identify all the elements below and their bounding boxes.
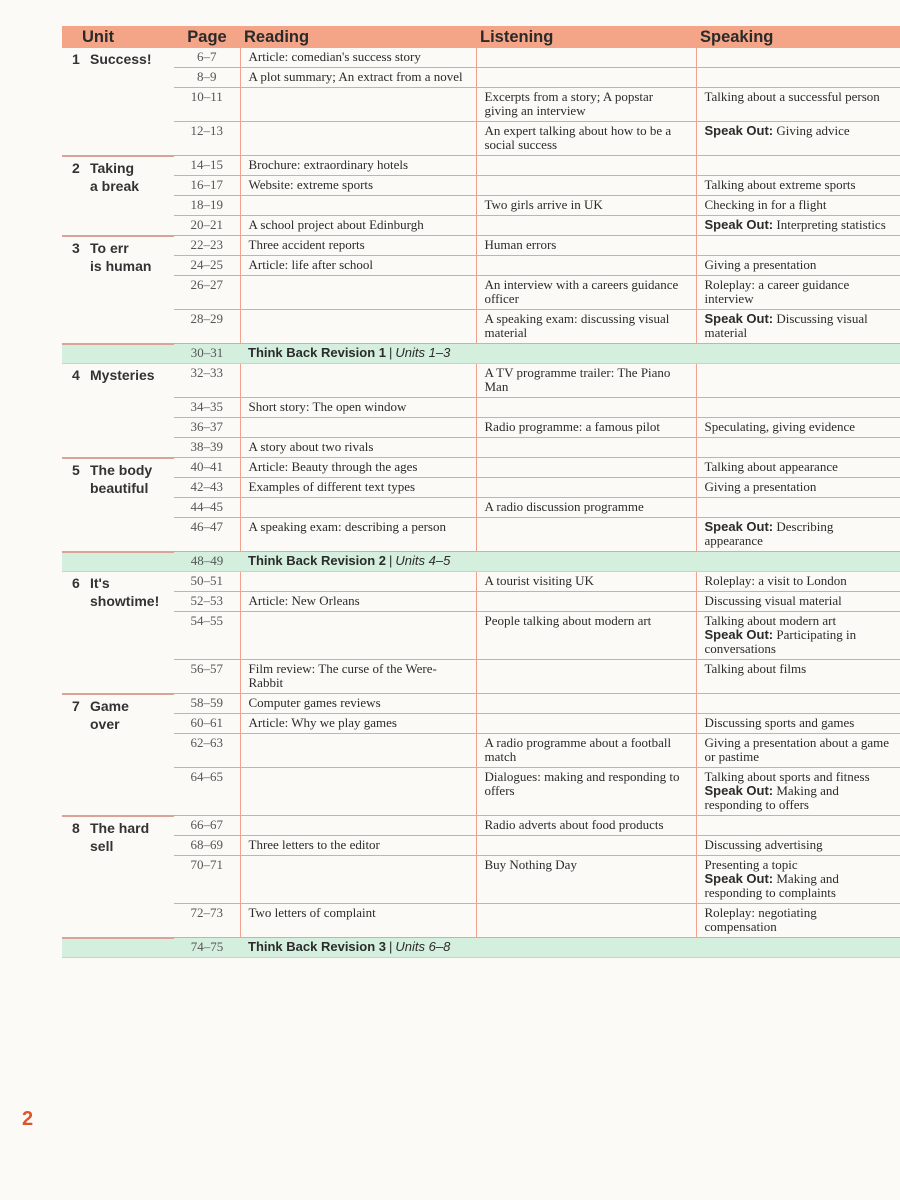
listening-cell — [476, 458, 696, 478]
speaking-cell — [696, 310, 900, 344]
table-row — [62, 836, 900, 856]
speaking-cell — [696, 418, 900, 438]
speak-out-label: Speak Out: — [704, 871, 774, 886]
table-row — [62, 438, 900, 458]
revision-label-cell — [240, 552, 900, 572]
speaking-cell — [696, 768, 900, 816]
revision-page: 74–75 — [174, 938, 240, 958]
speaking-cell — [696, 256, 900, 276]
speaking-cell — [696, 856, 900, 904]
page-number: 2 — [22, 1108, 34, 1130]
unit-title: Taking a break — [90, 159, 140, 194]
table-row — [62, 816, 900, 836]
revision-units: Units 1–3 — [395, 345, 451, 360]
table-row — [62, 176, 900, 196]
table-row — [62, 612, 900, 660]
speaking-cell — [696, 156, 900, 176]
listening-cell: Buy Nothing Day — [476, 856, 696, 904]
unit-cell — [62, 458, 174, 552]
table-row — [62, 518, 900, 552]
speaking-item — [705, 90, 893, 104]
page-range: 66–67 — [174, 816, 240, 836]
reading-cell: A speaking exam: describing a person — [240, 518, 476, 552]
speaking-cell — [696, 176, 900, 196]
speaking-cell — [696, 364, 900, 398]
speaking-item — [705, 218, 893, 232]
speak-out-label: Speak Out: — [704, 783, 774, 798]
unit-title: Mysteries — [90, 367, 155, 383]
listening-cell — [476, 256, 696, 276]
table-row — [62, 236, 900, 256]
table-row — [62, 904, 900, 938]
page-range: 44–45 — [174, 498, 240, 518]
listening-cell — [476, 48, 696, 68]
table-row — [62, 478, 900, 498]
table-row — [62, 768, 900, 816]
speak-out-label: Speak Out: — [704, 123, 774, 138]
page-range: 18–19 — [174, 196, 240, 216]
reading-cell: Two letters of complaint — [240, 904, 476, 938]
speak-out-label: Speak Out: — [704, 627, 774, 642]
contents-body — [62, 48, 900, 958]
speaking-text: Presenting a topic — [704, 857, 798, 872]
header-speaking: Speaking — [696, 26, 900, 48]
listening-cell: A TV programme trailer: The Piano Man — [476, 364, 696, 398]
listening-cell — [476, 216, 696, 236]
speaking-text: Discussing visual material — [704, 311, 868, 340]
reading-cell: Three letters to the editor — [240, 836, 476, 856]
speaking-item — [705, 278, 893, 306]
page-range: 6–7 — [174, 48, 240, 68]
revision-separator: | — [389, 939, 393, 954]
reading-cell: A story about two rivals — [240, 438, 476, 458]
listening-cell — [476, 518, 696, 552]
unit-cell — [62, 694, 174, 816]
table-row — [62, 88, 900, 122]
listening-cell: A speaking exam: discussing visual material — [476, 310, 696, 344]
unit-number: 2 — [72, 159, 80, 176]
table-row — [62, 714, 900, 734]
speaking-item — [705, 906, 893, 934]
page-range: 12–13 — [174, 122, 240, 156]
page-range: 64–65 — [174, 768, 240, 816]
speaking-cell — [696, 196, 900, 216]
revision-units: Units 6–8 — [395, 939, 451, 954]
speaking-cell — [696, 660, 900, 694]
page-range: 68–69 — [174, 836, 240, 856]
speaking-cell — [696, 572, 900, 592]
reading-cell — [240, 856, 476, 904]
listening-cell: An expert talking about how to be a social success — [476, 122, 696, 156]
speaking-cell — [696, 694, 900, 714]
speaking-item — [705, 872, 893, 900]
speaking-text: Discussing visual material — [704, 593, 842, 608]
speaking-cell — [696, 122, 900, 156]
reading-cell: Article: Beauty through the ages — [240, 458, 476, 478]
speaking-item — [705, 198, 893, 212]
page-range: 32–33 — [174, 364, 240, 398]
reading-cell: Article: life after school — [240, 256, 476, 276]
header-reading: Reading — [240, 26, 476, 48]
speaking-text: Talking about appearance — [704, 459, 838, 474]
speaking-text: Speculating, giving evidence — [704, 419, 856, 434]
table-row — [62, 364, 900, 398]
reading-cell — [240, 88, 476, 122]
listening-cell: A radio discussion programme — [476, 498, 696, 518]
listening-cell: Two girls arrive in UK — [476, 196, 696, 216]
speaking-cell — [696, 836, 900, 856]
page-range: 46–47 — [174, 518, 240, 552]
page-range: 36–37 — [174, 418, 240, 438]
page-range: 22–23 — [174, 236, 240, 256]
reading-cell: A plot summary; An extract from a novel — [240, 68, 476, 88]
listening-cell: Radio programme: a famous pilot — [476, 418, 696, 438]
speaking-item — [705, 838, 893, 852]
unit-number: 6 — [72, 575, 80, 591]
header-listening: Listening — [476, 26, 696, 48]
page-range: 8–9 — [174, 68, 240, 88]
speaking-text: Giving a presentation — [704, 257, 817, 272]
revision-unit-cell — [62, 552, 174, 572]
speaking-text: Discussing sports and games — [704, 715, 855, 730]
unit-cell — [62, 48, 174, 156]
revision-row — [62, 938, 900, 958]
table-row — [62, 694, 900, 714]
table-row — [62, 398, 900, 418]
reading-cell — [240, 768, 476, 816]
speaking-cell — [696, 236, 900, 256]
speaking-text: Participating in conversations — [704, 627, 857, 656]
page-range: 26–27 — [174, 276, 240, 310]
speaking-text: Talking about extreme sports — [704, 177, 856, 192]
listening-cell: A radio programme about a football match — [476, 734, 696, 768]
revision-row — [62, 552, 900, 572]
speaking-text: Roleplay: negotiating compensation — [704, 905, 817, 934]
unit-cell — [62, 156, 174, 236]
speaking-text: Interpreting statistics — [776, 217, 886, 232]
page-range: 50–51 — [174, 572, 240, 592]
reading-cell — [240, 418, 476, 438]
speaking-text: Roleplay: a visit to London — [704, 573, 847, 588]
reading-cell: Film review: The curse of the Were-Rabbit — [240, 660, 476, 694]
speaking-cell — [696, 904, 900, 938]
reading-cell: Article: New Orleans — [240, 592, 476, 612]
speaking-text: Giving a presentation about a game or pastime — [704, 735, 889, 764]
table-row — [62, 196, 900, 216]
listening-cell — [476, 478, 696, 498]
speaking-item — [705, 520, 893, 548]
speaking-cell — [696, 398, 900, 418]
page-range: 70–71 — [174, 856, 240, 904]
speaking-text: Talking about modern art — [704, 613, 837, 628]
listening-cell — [476, 176, 696, 196]
revision-separator: | — [389, 345, 393, 360]
reading-cell — [240, 122, 476, 156]
speaking-cell — [696, 276, 900, 310]
reading-cell — [240, 196, 476, 216]
listening-cell — [476, 694, 696, 714]
speaking-item — [705, 258, 893, 272]
unit-title: Game over — [90, 697, 129, 732]
speaking-item — [705, 594, 893, 608]
unit-number: 7 — [72, 697, 80, 714]
revision-page: 48–49 — [174, 552, 240, 572]
speaking-cell — [696, 68, 900, 88]
table-row — [62, 592, 900, 612]
speaking-text: Checking in for a flight — [704, 197, 827, 212]
unit-cell — [62, 572, 174, 694]
page-range: 20–21 — [174, 216, 240, 236]
speak-out-label: Speak Out: — [704, 217, 774, 232]
reading-cell — [240, 364, 476, 398]
speaking-text: Talking about sports and fitness — [704, 769, 870, 784]
reading-cell: Examples of different text types — [240, 478, 476, 498]
speaking-cell — [696, 48, 900, 68]
page-range: 52–53 — [174, 592, 240, 612]
speaking-text: Discussing advertising — [704, 837, 823, 852]
reading-cell — [240, 310, 476, 344]
speaking-item — [705, 858, 893, 872]
reading-cell: Article: Why we play games — [240, 714, 476, 734]
table-row — [62, 660, 900, 694]
listening-cell — [476, 68, 696, 88]
speaking-item — [705, 628, 893, 656]
speak-out-label: Speak Out: — [704, 519, 774, 534]
unit-cell — [62, 816, 174, 938]
unit-title: Success! — [90, 51, 152, 67]
speaking-item — [705, 574, 893, 588]
unit-title: The body beautiful — [90, 461, 153, 496]
reading-cell: Three accident reports — [240, 236, 476, 256]
revision-label-cell — [240, 938, 900, 958]
table-row — [62, 156, 900, 176]
listening-cell — [476, 156, 696, 176]
reading-cell: Computer games reviews — [240, 694, 476, 714]
table-row — [62, 856, 900, 904]
revision-unit-cell — [62, 938, 174, 958]
unit-title: The hard sell — [90, 819, 150, 854]
speaking-item — [705, 736, 893, 764]
speaking-text: Giving a presentation — [704, 479, 817, 494]
revision-row — [62, 344, 900, 364]
reading-cell — [240, 612, 476, 660]
table-row — [62, 572, 900, 592]
speaking-text: Roleplay: a career guidance interview — [704, 277, 850, 306]
table-row — [62, 734, 900, 768]
listening-cell — [476, 660, 696, 694]
reading-cell: A school project about Edinburgh — [240, 216, 476, 236]
revision-title: Think Back Revision 1 — [248, 345, 386, 360]
revision-units: Units 4–5 — [395, 553, 451, 568]
table-row — [62, 498, 900, 518]
speaking-item — [705, 178, 893, 192]
unit-cell — [62, 364, 174, 458]
listening-cell — [476, 714, 696, 734]
speaking-item — [705, 784, 893, 812]
table-row — [62, 48, 900, 68]
speaking-cell — [696, 612, 900, 660]
reading-cell — [240, 816, 476, 836]
speaking-text: Talking about a successful person — [704, 89, 880, 104]
reading-cell — [240, 498, 476, 518]
table-row — [62, 216, 900, 236]
listening-cell: People talking about modern art — [476, 612, 696, 660]
revision-separator: | — [389, 553, 393, 568]
listening-cell: A tourist visiting UK — [476, 572, 696, 592]
page-range: 60–61 — [174, 714, 240, 734]
unit-cell — [62, 236, 174, 344]
speaking-text: Giving advice — [776, 123, 850, 138]
listening-cell — [476, 904, 696, 938]
table-row — [62, 256, 900, 276]
speaking-item — [705, 124, 893, 138]
page-range: 54–55 — [174, 612, 240, 660]
revision-title: Think Back Revision 2 — [248, 553, 386, 568]
listening-cell — [476, 836, 696, 856]
listening-cell: Radio adverts about food products — [476, 816, 696, 836]
unit-number: 4 — [72, 367, 80, 383]
page-range: 62–63 — [174, 734, 240, 768]
page-range: 58–59 — [174, 694, 240, 714]
speaking-item — [705, 480, 893, 494]
page-range: 16–17 — [174, 176, 240, 196]
page-range: 28–29 — [174, 310, 240, 344]
speaking-text: Talking about films — [704, 661, 807, 676]
revision-title: Think Back Revision 3 — [248, 939, 386, 954]
revision-unit-cell — [62, 344, 174, 364]
listening-cell — [476, 438, 696, 458]
unit-number: 5 — [72, 461, 80, 478]
speaking-cell — [696, 816, 900, 836]
speaking-item — [705, 460, 893, 474]
page-range: 38–39 — [174, 438, 240, 458]
listening-cell — [476, 592, 696, 612]
speaking-cell — [696, 216, 900, 236]
unit-number: 1 — [72, 51, 80, 67]
listening-cell: Excerpts from a story; A popstar giving an interview — [476, 88, 696, 122]
speaking-cell — [696, 478, 900, 498]
reading-cell — [240, 276, 476, 310]
page-range: 14–15 — [174, 156, 240, 176]
page-range: 10–11 — [174, 88, 240, 122]
page-range: 56–57 — [174, 660, 240, 694]
speaking-item — [705, 716, 893, 730]
header-unit: Unit — [62, 26, 174, 48]
speaking-item — [705, 420, 893, 434]
listening-cell: Human errors — [476, 236, 696, 256]
reading-cell: Short story: The open window — [240, 398, 476, 418]
page-range: 24–25 — [174, 256, 240, 276]
page-range: 40–41 — [174, 458, 240, 478]
unit-number: 3 — [72, 239, 80, 256]
header-page: Page — [174, 26, 240, 48]
speaking-cell — [696, 734, 900, 768]
page-range: 72–73 — [174, 904, 240, 938]
speaking-text: Making and responding to complaints — [704, 871, 839, 900]
contents-table — [62, 26, 900, 958]
speak-out-label: Speak Out: — [704, 311, 774, 326]
reading-cell: Article: comedian's success story — [240, 48, 476, 68]
speaking-text: Describing appearance — [704, 519, 834, 548]
unit-number: 8 — [72, 819, 80, 836]
reading-cell — [240, 572, 476, 592]
listening-cell: An interview with a careers guidance officer — [476, 276, 696, 310]
speaking-cell — [696, 438, 900, 458]
speaking-item — [705, 662, 893, 676]
speaking-cell — [696, 714, 900, 734]
speaking-cell — [696, 498, 900, 518]
speaking-cell — [696, 458, 900, 478]
table-row — [62, 310, 900, 344]
reading-cell — [240, 734, 476, 768]
page-range: 34–35 — [174, 398, 240, 418]
table-row — [62, 122, 900, 156]
table-row — [62, 458, 900, 478]
speaking-cell — [696, 518, 900, 552]
speaking-cell — [696, 88, 900, 122]
speaking-item — [705, 312, 893, 340]
speaking-cell — [696, 592, 900, 612]
table-row — [62, 418, 900, 438]
table-row — [62, 276, 900, 310]
speaking-text: Making and responding to offers — [704, 783, 839, 812]
unit-title: To err is human — [90, 239, 152, 274]
unit-title: It's showtime! — [90, 575, 160, 609]
reading-cell: Brochure: extraordinary hotels — [240, 156, 476, 176]
header-row — [62, 26, 900, 48]
revision-label-cell — [240, 344, 900, 364]
speaking-item — [705, 770, 893, 784]
listening-cell — [476, 398, 696, 418]
speaking-item — [705, 614, 893, 628]
reading-cell: Website: extreme sports — [240, 176, 476, 196]
listening-cell: Dialogues: making and responding to offers — [476, 768, 696, 816]
revision-page: 30–31 — [174, 344, 240, 364]
page-range: 42–43 — [174, 478, 240, 498]
table-row — [62, 68, 900, 88]
